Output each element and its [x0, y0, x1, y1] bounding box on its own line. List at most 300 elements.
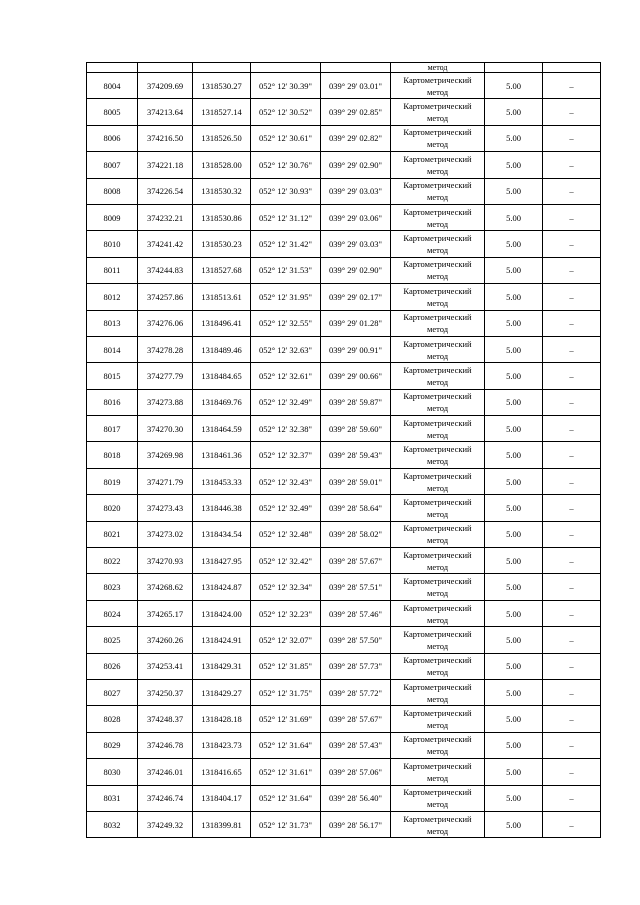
longitude-cell: 039° 28' 57.51" — [321, 574, 391, 600]
note-cell: – — [543, 600, 601, 626]
table-row — [87, 653, 601, 679]
table-row — [87, 336, 601, 362]
method-line-2: метод — [426, 693, 449, 704]
table-cell — [321, 63, 391, 73]
accuracy-cell: 5.00 — [485, 231, 543, 257]
accuracy-cell: 5.00 — [485, 574, 543, 600]
longitude-cell: 039° 28' 57.67" — [321, 548, 391, 574]
method-line-2: метод — [426, 403, 449, 414]
point-number-cell: 8031 — [87, 785, 138, 811]
point-number-cell: 8009 — [87, 204, 138, 230]
y-coordinate-cell: 1318416.65 — [193, 759, 251, 785]
longitude-cell: 039° 29' 02.90" — [321, 257, 391, 283]
latitude-cell: 052° 12' 31.12" — [251, 204, 321, 230]
method-cell — [391, 257, 485, 283]
note-cell: – — [543, 495, 601, 521]
method-line-1: Картометрический — [403, 285, 472, 296]
latitude-cell: 052° 12' 31.64" — [251, 732, 321, 758]
accuracy-cell: 5.00 — [485, 178, 543, 204]
method-cell — [391, 468, 485, 494]
longitude-cell: 039° 28' 57.06" — [321, 759, 391, 785]
y-coordinate-cell: 1318464.59 — [193, 416, 251, 442]
method-line-1: Картометрический — [403, 787, 472, 798]
accuracy-cell: 5.00 — [485, 257, 543, 283]
table-row — [87, 73, 601, 99]
longitude-cell: 039° 28' 57.43" — [321, 732, 391, 758]
method-cell — [391, 284, 485, 310]
method-line-2: метод — [426, 799, 449, 810]
longitude-cell: 039° 28' 58.02" — [321, 521, 391, 547]
table-cell — [543, 63, 601, 73]
accuracy-cell: 5.00 — [485, 495, 543, 521]
latitude-cell: 052° 12' 31.61" — [251, 759, 321, 785]
note-cell: – — [543, 310, 601, 336]
method-line-2: метод — [426, 614, 449, 625]
method-cell — [391, 73, 485, 99]
method-line-1: Картометрический — [403, 364, 472, 375]
note-cell: – — [543, 73, 601, 99]
latitude-cell: 052° 12' 32.43" — [251, 468, 321, 494]
note-cell: – — [543, 178, 601, 204]
method-cell — [391, 574, 485, 600]
latitude-cell: 052° 12' 32.48" — [251, 521, 321, 547]
method-line-1: Картометрический — [403, 602, 472, 613]
method-line-1: Картометрический — [403, 74, 472, 85]
method-cell — [391, 178, 485, 204]
method-cell — [391, 548, 485, 574]
accuracy-cell: 5.00 — [485, 73, 543, 99]
note-cell: – — [543, 706, 601, 732]
y-coordinate-cell: 1318453.33 — [193, 468, 251, 494]
method-line-1: Картометрический — [403, 681, 472, 692]
table-row — [87, 257, 601, 283]
latitude-cell: 052° 12' 32.23" — [251, 600, 321, 626]
latitude-cell: 052° 12' 31.95" — [251, 284, 321, 310]
table-row — [87, 442, 601, 468]
method-line-2: метод — [426, 772, 449, 783]
method-line-1: Картометрический — [403, 259, 472, 270]
x-coordinate-cell: 374241.42 — [138, 231, 193, 257]
method-line-2: метод — [426, 113, 449, 124]
latitude-cell: 052° 12' 31.42" — [251, 231, 321, 257]
note-cell: – — [543, 521, 601, 547]
accuracy-cell: 5.00 — [485, 152, 543, 178]
y-coordinate-cell: 1318530.27 — [193, 73, 251, 99]
method-cell — [391, 653, 485, 679]
accuracy-cell: 5.00 — [485, 125, 543, 151]
method-line-1: Картометрический — [403, 576, 472, 587]
x-coordinate-cell: 374249.32 — [138, 811, 193, 837]
accuracy-cell: 5.00 — [485, 785, 543, 811]
accuracy-cell: 5.00 — [485, 310, 543, 336]
method-cell — [391, 99, 485, 125]
method-cell — [391, 389, 485, 415]
point-number-cell: 8005 — [87, 99, 138, 125]
x-coordinate-cell: 374273.02 — [138, 521, 193, 547]
method-line-2: метод — [426, 192, 449, 203]
y-coordinate-cell: 1318429.31 — [193, 653, 251, 679]
note-cell: – — [543, 759, 601, 785]
table-row — [87, 759, 601, 785]
latitude-cell: 052° 12' 32.42" — [251, 548, 321, 574]
method-cell — [391, 706, 485, 732]
method-line-2: метод — [426, 86, 449, 97]
method-line-2: метод — [426, 456, 449, 467]
method-cell — [391, 785, 485, 811]
point-number-cell: 8032 — [87, 811, 138, 837]
y-coordinate-cell: 1318424.87 — [193, 574, 251, 600]
y-coordinate-cell: 1318496.41 — [193, 310, 251, 336]
accuracy-cell: 5.00 — [485, 679, 543, 705]
table-row — [87, 679, 601, 705]
point-number-cell: 8015 — [87, 363, 138, 389]
method-line-2: метод — [426, 482, 449, 493]
table-cell — [485, 63, 543, 73]
x-coordinate-cell: 374246.01 — [138, 759, 193, 785]
x-coordinate-cell: 374271.79 — [138, 468, 193, 494]
latitude-cell: 052° 12' 32.38" — [251, 416, 321, 442]
method-cell — [391, 204, 485, 230]
note-cell: – — [543, 204, 601, 230]
method-line-2: метод — [426, 825, 449, 836]
x-coordinate-cell: 374246.78 — [138, 732, 193, 758]
longitude-cell: 039° 28' 56.17" — [321, 811, 391, 837]
latitude-cell: 052° 12' 32.49" — [251, 495, 321, 521]
method-line-2: метод — [426, 324, 449, 335]
longitude-cell: 039° 28' 58.64" — [321, 495, 391, 521]
continued-row — [87, 63, 601, 73]
y-coordinate-cell: 1318527.14 — [193, 99, 251, 125]
point-number-cell: 8010 — [87, 231, 138, 257]
method-line-2: метод — [426, 245, 449, 256]
method-line-1: Картометрический — [403, 127, 472, 138]
table-row — [87, 574, 601, 600]
table-row — [87, 785, 601, 811]
method-line-2: метод — [426, 588, 449, 599]
method-line-2: метод — [426, 139, 449, 150]
y-coordinate-cell: 1318489.46 — [193, 336, 251, 362]
point-number-cell: 8007 — [87, 152, 138, 178]
y-coordinate-cell: 1318526.50 — [193, 125, 251, 151]
longitude-cell: 039° 29' 03.06" — [321, 204, 391, 230]
method-line-1: Картометрический — [403, 233, 472, 244]
x-coordinate-cell: 374277.79 — [138, 363, 193, 389]
latitude-cell: 052° 12' 32.61" — [251, 363, 321, 389]
latitude-cell: 052° 12' 30.76" — [251, 152, 321, 178]
accuracy-cell: 5.00 — [485, 653, 543, 679]
table-row — [87, 152, 601, 178]
table-row — [87, 363, 601, 389]
point-number-cell: 8004 — [87, 73, 138, 99]
table-row — [87, 204, 601, 230]
point-number-cell: 8030 — [87, 759, 138, 785]
note-cell: – — [543, 284, 601, 310]
note-cell: – — [543, 627, 601, 653]
method-line-2: метод — [426, 350, 449, 361]
x-coordinate-cell: 374257.86 — [138, 284, 193, 310]
longitude-cell: 039° 28' 59.01" — [321, 468, 391, 494]
accuracy-cell: 5.00 — [485, 284, 543, 310]
table-cell — [193, 63, 251, 73]
point-number-cell: 8023 — [87, 574, 138, 600]
longitude-cell: 039° 29' 02.82" — [321, 125, 391, 151]
y-coordinate-cell: 1318461.36 — [193, 442, 251, 468]
method-line-2: метод — [426, 561, 449, 572]
x-coordinate-cell: 374270.30 — [138, 416, 193, 442]
longitude-cell: 039° 28' 59.60" — [321, 416, 391, 442]
point-number-cell: 8021 — [87, 521, 138, 547]
point-number-cell: 8024 — [87, 600, 138, 626]
accuracy-cell: 5.00 — [485, 336, 543, 362]
method-line-1: Картометрический — [403, 101, 472, 112]
table-cell — [138, 63, 193, 73]
note-cell: – — [543, 257, 601, 283]
y-coordinate-cell: 1318446.38 — [193, 495, 251, 521]
point-number-cell: 8027 — [87, 679, 138, 705]
point-number-cell: 8028 — [87, 706, 138, 732]
longitude-cell: 039° 28' 57.46" — [321, 600, 391, 626]
longitude-cell: 039° 28' 59.87" — [321, 389, 391, 415]
method-line-1: Картометрический — [403, 549, 472, 560]
longitude-cell: 039° 29' 00.66" — [321, 363, 391, 389]
longitude-cell: 039° 28' 57.50" — [321, 627, 391, 653]
point-number-cell: 8017 — [87, 416, 138, 442]
table-row — [87, 99, 601, 125]
table-row — [87, 416, 601, 442]
table-body — [87, 63, 601, 838]
longitude-cell: 039° 28' 57.73" — [321, 653, 391, 679]
y-coordinate-cell: 1318434.54 — [193, 521, 251, 547]
accuracy-cell: 5.00 — [485, 759, 543, 785]
method-cell — [391, 811, 485, 837]
point-number-cell: 8020 — [87, 495, 138, 521]
method-line-1: Картометрический — [403, 206, 472, 217]
method-line-1: Картометрический — [403, 180, 472, 191]
method-line-2: метод — [426, 165, 449, 176]
table-row — [87, 811, 601, 837]
method-cell: метод — [391, 63, 485, 73]
y-coordinate-cell: 1318424.91 — [193, 627, 251, 653]
longitude-cell: 039° 28' 59.43" — [321, 442, 391, 468]
table-row — [87, 706, 601, 732]
accuracy-cell: 5.00 — [485, 627, 543, 653]
method-line-1: Картометрический — [403, 708, 472, 719]
accuracy-cell: 5.00 — [485, 811, 543, 837]
method-line-2: метод — [426, 535, 449, 546]
x-coordinate-cell: 374269.98 — [138, 442, 193, 468]
x-coordinate-cell: 374273.88 — [138, 389, 193, 415]
point-number-cell: 8012 — [87, 284, 138, 310]
table-row — [87, 732, 601, 758]
point-number-cell: 8014 — [87, 336, 138, 362]
latitude-cell: 052° 12' 31.69" — [251, 706, 321, 732]
method-cell — [391, 600, 485, 626]
method-line-1: Картометрический — [403, 338, 472, 349]
latitude-cell: 052° 12' 32.49" — [251, 389, 321, 415]
latitude-cell: 052° 12' 31.64" — [251, 785, 321, 811]
table-row — [87, 178, 601, 204]
note-cell: – — [543, 653, 601, 679]
point-number-cell: 8008 — [87, 178, 138, 204]
longitude-cell: 039° 29' 00.91" — [321, 336, 391, 362]
point-number-cell: 8006 — [87, 125, 138, 151]
table-row — [87, 548, 601, 574]
table-row — [87, 521, 601, 547]
method-line-1: Картометрический — [403, 470, 472, 481]
latitude-cell: 052° 12' 32.37" — [251, 442, 321, 468]
longitude-cell: 039° 29' 02.90" — [321, 152, 391, 178]
method-line-2: метод — [426, 667, 449, 678]
y-coordinate-cell: 1318399.81 — [193, 811, 251, 837]
longitude-cell: 039° 29' 03.03" — [321, 178, 391, 204]
method-line-1: Картометрический — [403, 153, 472, 164]
point-number-cell: 8018 — [87, 442, 138, 468]
longitude-cell: 039° 28' 56.40" — [321, 785, 391, 811]
point-number-cell: 8019 — [87, 468, 138, 494]
accuracy-cell: 5.00 — [485, 468, 543, 494]
accuracy-cell: 5.00 — [485, 600, 543, 626]
table-row — [87, 310, 601, 336]
note-cell: – — [543, 442, 601, 468]
table-cell — [251, 63, 321, 73]
note-cell: – — [543, 231, 601, 257]
method-line-2: метод — [426, 297, 449, 308]
latitude-cell: 052° 12' 30.52" — [251, 99, 321, 125]
y-coordinate-cell: 1318530.32 — [193, 178, 251, 204]
x-coordinate-cell: 374244.83 — [138, 257, 193, 283]
method-line-1: Картометрический — [403, 523, 472, 534]
note-cell: – — [543, 811, 601, 837]
x-coordinate-cell: 374213.64 — [138, 99, 193, 125]
note-cell: – — [543, 152, 601, 178]
latitude-cell: 052° 12' 30.61" — [251, 125, 321, 151]
x-coordinate-cell: 374260.26 — [138, 627, 193, 653]
latitude-cell: 052° 12' 32.34" — [251, 574, 321, 600]
accuracy-cell: 5.00 — [485, 204, 543, 230]
point-number-cell: 8025 — [87, 627, 138, 653]
method-cell — [391, 759, 485, 785]
note-cell: – — [543, 336, 601, 362]
method-line-1: Картометрический — [403, 628, 472, 639]
accuracy-cell: 5.00 — [485, 442, 543, 468]
latitude-cell: 052° 12' 30.93" — [251, 178, 321, 204]
method-line-2: метод — [426, 218, 449, 229]
note-cell: – — [543, 468, 601, 494]
method-cell — [391, 336, 485, 362]
y-coordinate-cell: 1318428.18 — [193, 706, 251, 732]
table-row — [87, 389, 601, 415]
table-row — [87, 284, 601, 310]
method-cell — [391, 152, 485, 178]
y-coordinate-cell: 1318513.61 — [193, 284, 251, 310]
accuracy-cell: 5.00 — [485, 99, 543, 125]
x-coordinate-cell: 374253.41 — [138, 653, 193, 679]
accuracy-cell: 5.00 — [485, 416, 543, 442]
method-line-2: метод — [426, 508, 449, 519]
method-cell — [391, 732, 485, 758]
method-line-2: метод — [426, 720, 449, 731]
latitude-cell: 052° 12' 32.63" — [251, 336, 321, 362]
accuracy-cell: 5.00 — [485, 363, 543, 389]
longitude-cell: 039° 29' 02.85" — [321, 99, 391, 125]
x-coordinate-cell: 374248.37 — [138, 706, 193, 732]
point-number-cell: 8022 — [87, 548, 138, 574]
method-line-2: метод — [426, 429, 449, 440]
method-line-2: метод — [426, 271, 449, 282]
point-number-cell: 8026 — [87, 653, 138, 679]
longitude-cell: 039° 29' 01.28" — [321, 310, 391, 336]
method-line-2: метод — [426, 746, 449, 757]
coordinates-table — [86, 62, 601, 838]
method-cell — [391, 231, 485, 257]
point-number-cell: 8011 — [87, 257, 138, 283]
latitude-cell: 052° 12' 32.07" — [251, 627, 321, 653]
x-coordinate-cell: 374250.37 — [138, 679, 193, 705]
x-coordinate-cell: 374209.69 — [138, 73, 193, 99]
x-coordinate-cell: 374232.21 — [138, 204, 193, 230]
point-number-cell: 8029 — [87, 732, 138, 758]
longitude-cell: 039° 28' 57.72" — [321, 679, 391, 705]
method-cell — [391, 310, 485, 336]
method-line-1: Картометрический — [403, 760, 472, 771]
accuracy-cell: 5.00 — [485, 706, 543, 732]
latitude-cell: 052° 12' 31.73" — [251, 811, 321, 837]
method-line-1: Картометрический — [403, 444, 472, 455]
table-row — [87, 600, 601, 626]
method-line-1: Картометрический — [403, 813, 472, 824]
y-coordinate-cell: 1318530.23 — [193, 231, 251, 257]
method-cell — [391, 125, 485, 151]
method-cell — [391, 416, 485, 442]
longitude-cell: 039° 29' 03.03" — [321, 231, 391, 257]
note-cell: – — [543, 416, 601, 442]
y-coordinate-cell: 1318429.27 — [193, 679, 251, 705]
method-line-1: Картометрический — [403, 734, 472, 745]
note-cell: – — [543, 99, 601, 125]
x-coordinate-cell: 374246.74 — [138, 785, 193, 811]
method-cell — [391, 627, 485, 653]
method-cell — [391, 363, 485, 389]
y-coordinate-cell: 1318423.73 — [193, 732, 251, 758]
point-number-cell: 8013 — [87, 310, 138, 336]
x-coordinate-cell: 374273.43 — [138, 495, 193, 521]
y-coordinate-cell: 1318528.00 — [193, 152, 251, 178]
latitude-cell: 052° 12' 31.75" — [251, 679, 321, 705]
note-cell: – — [543, 125, 601, 151]
method-cell — [391, 495, 485, 521]
note-cell: – — [543, 548, 601, 574]
x-coordinate-cell: 374268.62 — [138, 574, 193, 600]
method-cell — [391, 521, 485, 547]
method-cell — [391, 442, 485, 468]
note-cell: – — [543, 574, 601, 600]
x-coordinate-cell: 374278.28 — [138, 336, 193, 362]
note-cell: – — [543, 389, 601, 415]
longitude-cell: 039° 28' 57.67" — [321, 706, 391, 732]
longitude-cell: 039° 29' 02.17" — [321, 284, 391, 310]
latitude-cell: 052° 12' 31.85" — [251, 653, 321, 679]
table-row — [87, 468, 601, 494]
method-line-1: Картометрический — [403, 496, 472, 507]
y-coordinate-cell: 1318404.17 — [193, 785, 251, 811]
accuracy-cell: 5.00 — [485, 548, 543, 574]
x-coordinate-cell: 374276.06 — [138, 310, 193, 336]
note-cell: – — [543, 679, 601, 705]
table-row — [87, 495, 601, 521]
y-coordinate-cell: 1318427.95 — [193, 548, 251, 574]
x-coordinate-cell: 374216.50 — [138, 125, 193, 151]
method-line-1: Картометрический — [403, 417, 472, 428]
